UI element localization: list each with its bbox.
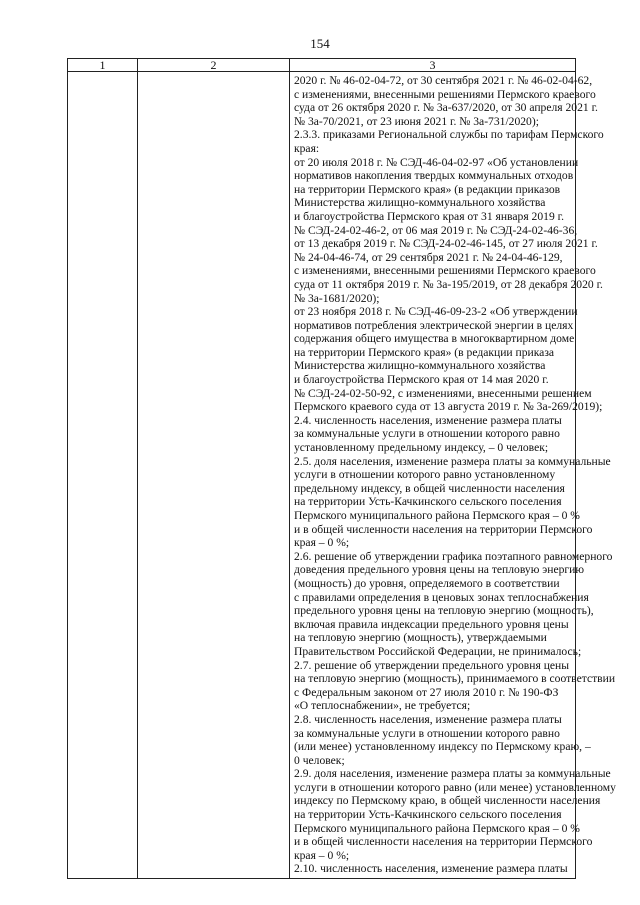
cell-col2 [138,72,290,879]
text-line: предельному индексу, в общей численности населения [294,481,565,495]
text-line: индексу по Пермскому краю, в общей численности населения [294,794,601,808]
text-line: Пермского муниципального района Пермского края – 0 % [294,509,580,522]
text-line: на территории Пермского края» (в редакции приказа [294,345,555,359]
text-line: (мощность) до уровня, определяемого в соответствии [294,576,560,590]
text-line: содержания общего имущества в многоквартирном доме [294,332,575,346]
column-header-3: 3 [290,59,576,72]
text-line: на территории Усть-Качкинского сельского поселения [294,495,562,509]
text-line: на территории Усть-Качкинского сельского поселения [294,808,562,822]
text-line: 2.5. доля населения, изменение размера платы за коммунальные [294,454,611,468]
text-line: от 13 декабря 2019 г. № СЭД-24-02-46-145, от 27 июля 2021 г. [294,237,598,251]
column-header-2: 2 [138,59,290,72]
text-line: 2.3.3. приказами Региональной службы по тарифам Пермского [294,128,604,142]
text-line: включая правила индексации предельного уровня цены [294,617,569,631]
text-line: доведения предельного уровня цены на тепловую энергию [294,563,585,577]
text-line: 2.4. численность населения, изменение размера платы [294,413,562,427]
text-line: услуги в отношении которого равно (или менее) установленному [294,780,616,794]
text-line: 2.8. численность населения, изменение размера платы [294,712,562,726]
text-line: нормативов накопления твердых коммунальных отходов [294,169,574,183]
page-number: 154 [310,36,330,51]
text-line: за коммунальные услуги в отношении которого равно [294,726,560,740]
text-line: края – 0 %; [294,536,350,550]
text-line: с изменениями, внесенными решениями Пермского краевого [294,264,596,278]
text-line: услуги в отношении которого равно установленному [294,468,556,482]
table-header-row [68,59,576,72]
text-line: (или менее) установленному индексу по Пермскому краю, – [294,740,591,754]
text-line: и благоустройства Пермского края от 14 мая 2020 г. [294,373,549,387]
text-line: с изменениями, внесенными решениями Пермского краевого [294,87,596,101]
text-line: Пермского краевого суда от 13 августа 2019 г. № 3а-269/2019); [294,400,603,414]
text-line: 0 человек; [294,753,345,767]
text-line: края: [294,141,320,155]
text-line: № СЭД-24-02-46-2, от 06 мая 2019 г. № СЭД-24-02-46-36, [294,223,578,237]
text-line: на тепловую энергию (мощность), утверждаемыми [294,631,547,645]
text-line: на тепловую энергию (мощность), принимаемого в соответствии [294,672,616,686]
cell-col3 [290,72,616,879]
document-table [67,58,616,879]
table-row [68,72,576,879]
text-line: 2.10. численность населения, изменение размера платы [294,862,568,876]
text-line: края – 0 %; [294,848,350,862]
cell-col1 [68,72,138,879]
text-line: суда от 26 октября 2020 г. № 3а-637/2020, от 30 апреля 2021 г. [294,101,598,115]
document-text [290,72,616,878]
text-line: от 20 июля 2018 г. № СЭД-46-04-02-97 «Об установлении [294,155,579,169]
text-line: Правительством Российской Федерации, не принималось; [294,644,582,658]
text-line: Министерства жилищно-коммунального хозяйства [294,359,546,373]
text-line: установленному предельному индексу, – 0 человек; [294,441,549,455]
text-line: № 3а-70/2021, от 23 июня 2021 г. № 3а-731/2020); [294,114,539,128]
text-line: с правилами определения в ценовых зонах теплоснабжения [294,590,589,604]
text-line: 2020 г. № 46-02-04-72, от 30 сентября 2021 г. № 46-02-04-62, [294,74,593,87]
text-line: Министерства жилищно-коммунального хозяйства [294,196,546,210]
text-line: № 24-04-46-74, от 29 сентября 2021 г. № 24-04-46-129, [294,250,563,264]
text-line: 2.6. решение об утверждении графика поэтапного равномерного [294,549,613,563]
text-line: 2.9. доля населения, изменение размера платы за коммунальные [294,767,611,781]
text-line: и в общей численности населения на территории Пермского [294,522,593,536]
column-header-1: 1 [68,59,138,72]
text-line: Пермского муниципального района Пермского края – 0 % [294,821,580,835]
text-line: «О теплоснабжении», не требуется; [294,699,471,713]
text-line: 2.7. решение об утверждении предельного уровня цены [294,658,570,672]
text-line: суда от 11 октября 2019 г. № 3а-195/2019, от 28 декабря 2020 г. [294,277,603,291]
text-line: нормативов потребления электрической энергии в целях [294,318,574,332]
text-line: предельного уровня цены на тепловую энергию (мощность), [294,604,594,618]
text-line: № 3а-1681/2020); [294,291,380,305]
text-line: № СЭД-24-02-50-92, с изменениями, внесенными решением [294,386,592,400]
text-line: и благоустройства Пермского края от 31 января 2019 г. [294,209,564,223]
text-line: с Федеральным законом от 27 июля 2010 г. № 190-ФЗ [294,685,559,699]
text-line: за коммунальные услуги в отношении которого равно [294,427,560,441]
text-line: на территории Пермского края» (в редакции приказов [294,182,561,196]
text-line: от 23 ноября 2018 г. № СЭД-46-09-23-2 «Об утверждении [294,305,578,319]
text-line: и в общей численности населения на территории Пермского [294,835,593,849]
